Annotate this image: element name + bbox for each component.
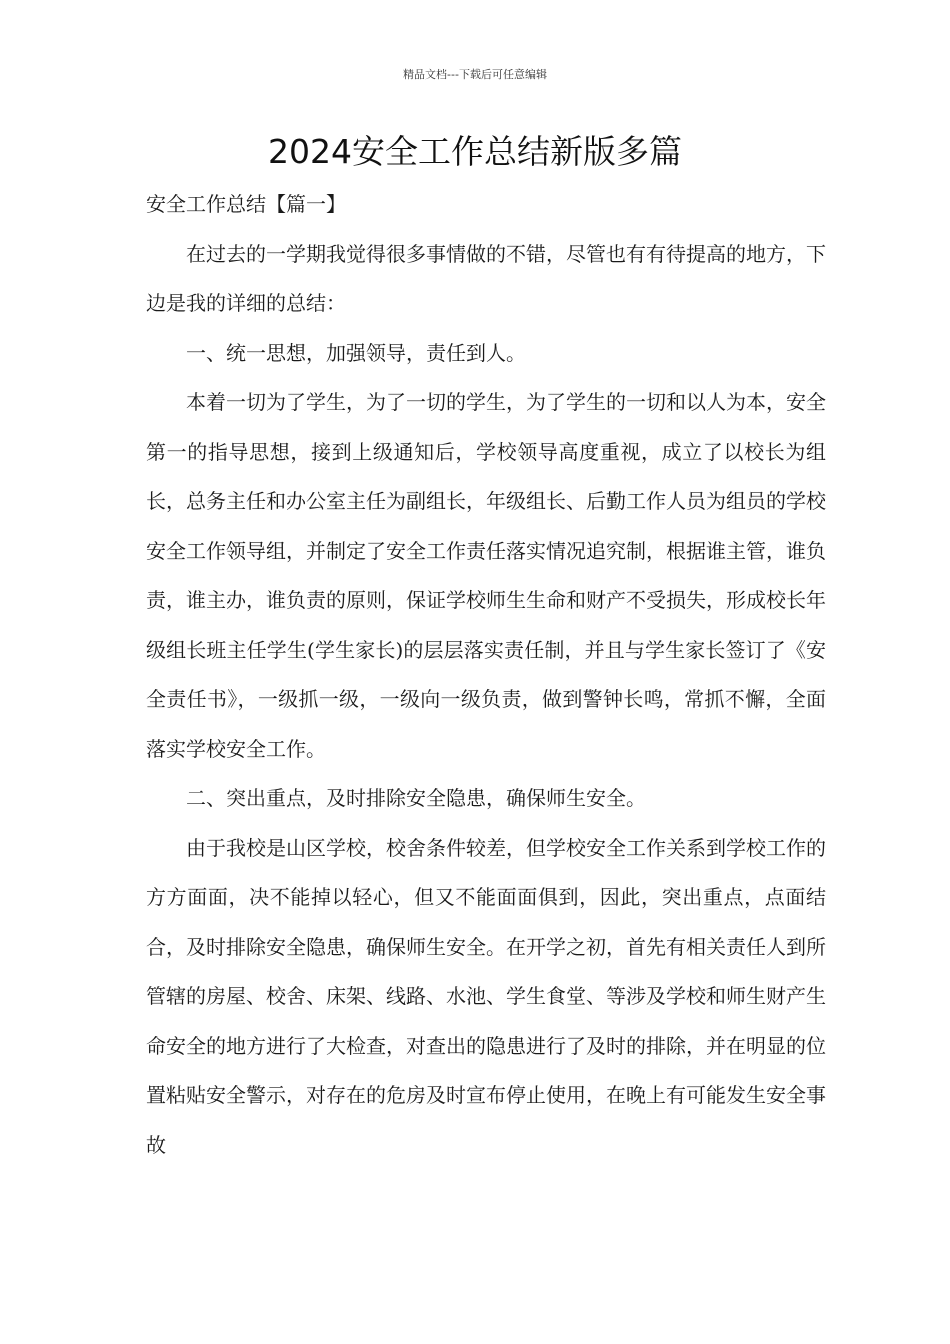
paragraph-intro: 在过去的一学期我觉得很多事情做的不错，尽管也有有待提高的地方，下边是我的详细的总结： — [146, 241, 826, 315]
document-body — [146, 180, 826, 1170]
paragraph-heading-one: 一、统一思想，加强领导，责任到人。 — [186, 340, 526, 365]
paragraph-leadership: 本着一切为了学生，为了一切的学生，为了学生的一切和以人为本，安全第一的指导思想，接到上级通知后，学校领导高度重视，成立了以校长为组长，总务主任和办公室主任为副组长，年级组长、后勤工作人员为组员的学校安全工作领导组，并制定了安全工作责任落实情况追究制，根据谁主管，谁负责，谁主办，谁负责的原则，保证学校师生生命和财产不受损失，形成校长年级组长班主任学生(学生家长)的层层落实责任制，并且与学生家长签订了《安全责任书》，一级抓一级，一级向一级负责，做到警钟长鸣，常抓不懈，全面落实学校安全工作。 — [146, 390, 826, 761]
paragraph-hazards: 由于我校是山区学校，校舍条件较差，但学校安全工作关系到学校工作的方方面面，决不能掉以轻心，但又不能面面俱到，因此，突出重点，点面结合，及时排除安全隐患，确保师生安全。在开学之初，首先有相关责任人到所管辖的房屋、校舍、床架、线路、水池、学生食堂、等涉及学校和师生财产生命安全的地方进行了大检查，对查出的隐患进行了及时的排除，并在明显的位置粘贴安全警示，对存在的危房及时宣布停止使用，在晚上有可能发生安全事故 — [146, 835, 826, 1157]
page-header: 精品文档---下载后可任意编辑 — [403, 68, 547, 81]
document-title: 2024安全工作总结新版多篇 — [268, 132, 682, 171]
paragraph-heading-two: 二、突出重点，及时排除安全隐患，确保师生安全。 — [186, 786, 646, 810]
section-heading: 安全工作总结【篇一】 — [146, 192, 346, 216]
